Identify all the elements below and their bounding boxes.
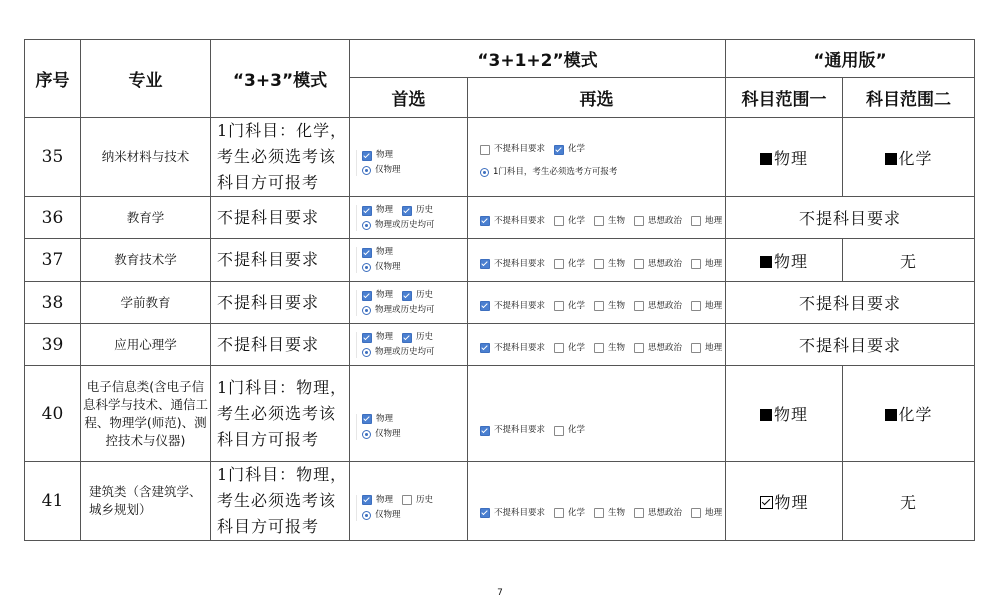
major-name: 纳米材料与技术 bbox=[81, 118, 211, 197]
checkbox-checked-icon[interactable] bbox=[402, 291, 412, 301]
filled-square-icon bbox=[760, 256, 772, 268]
header-seq: 序号 bbox=[25, 40, 81, 118]
row-number: 35 bbox=[25, 118, 81, 197]
range-two-value: 无 bbox=[843, 239, 975, 282]
first-choice-panel bbox=[356, 290, 461, 316]
header-first-choice: 首选 bbox=[350, 78, 468, 118]
filled-square-icon bbox=[885, 409, 897, 421]
option-label: 1门科目，考生必须选考方可报考 bbox=[493, 167, 618, 177]
row-number: 38 bbox=[25, 282, 81, 324]
checkbox-icon[interactable] bbox=[554, 301, 564, 311]
option-label: 思想政治 bbox=[648, 300, 683, 311]
second-choice-panel bbox=[474, 215, 723, 227]
checkbox-icon[interactable] bbox=[691, 301, 701, 311]
radio-selected-icon[interactable] bbox=[362, 166, 371, 175]
first-choice-panel bbox=[356, 247, 461, 273]
checkbox-checked-icon[interactable] bbox=[480, 259, 490, 269]
checkbox-checked-icon[interactable] bbox=[480, 508, 490, 518]
radio-selected-icon[interactable] bbox=[362, 263, 371, 272]
header-range-one: 科目范围一 bbox=[726, 78, 843, 118]
option-label: 化学 bbox=[568, 507, 586, 518]
requirement-3-3: 不提科目要求 bbox=[211, 239, 350, 282]
option-label: 化学 bbox=[568, 342, 586, 353]
option-label: 不提科目要求 bbox=[494, 215, 546, 226]
option-label: 生物 bbox=[608, 342, 626, 353]
checkbox-icon[interactable] bbox=[594, 508, 604, 518]
checkbox-checked-icon[interactable] bbox=[362, 333, 372, 343]
table-row bbox=[25, 197, 975, 239]
checkbox-icon[interactable] bbox=[691, 508, 701, 518]
checkbox-checked-icon[interactable] bbox=[362, 414, 372, 424]
second-choice-panel bbox=[474, 258, 723, 270]
general-requirement: 不提科目要求 bbox=[726, 324, 975, 366]
checkbox-icon[interactable] bbox=[634, 301, 644, 311]
checkbox-icon[interactable] bbox=[691, 259, 701, 269]
header-general: “通用版” bbox=[726, 40, 975, 78]
option-label: 物理 bbox=[376, 205, 394, 215]
checkbox-icon[interactable] bbox=[634, 343, 644, 353]
checkbox-icon[interactable] bbox=[554, 508, 564, 518]
first-choice-panel bbox=[356, 205, 461, 231]
checkbox-checked-icon[interactable] bbox=[402, 333, 412, 343]
table-row bbox=[25, 366, 975, 462]
option-label: 地理 bbox=[705, 300, 723, 311]
general-requirement: 不提科目要求 bbox=[726, 282, 975, 324]
option-label: 物理或历史均可 bbox=[375, 305, 435, 315]
option-label: 物理或历史均可 bbox=[375, 347, 435, 357]
checkbox-icon[interactable] bbox=[594, 301, 604, 311]
option-label: 思想政治 bbox=[648, 215, 683, 226]
filled-square-icon bbox=[885, 153, 897, 165]
option-label: 仅物理 bbox=[375, 428, 401, 439]
checkbox-checked-icon[interactable] bbox=[480, 343, 490, 353]
checkbox-icon[interactable] bbox=[634, 508, 644, 518]
table-row bbox=[25, 118, 975, 197]
row-number: 37 bbox=[25, 239, 81, 282]
first-choice-panel bbox=[356, 150, 461, 176]
checkbox-icon[interactable] bbox=[634, 259, 644, 269]
checkbox-checked-icon[interactable] bbox=[362, 151, 372, 161]
table-row bbox=[25, 239, 975, 282]
option-label: 历史 bbox=[416, 332, 434, 342]
radio-selected-icon[interactable] bbox=[362, 511, 371, 520]
requirement-3-3: 不提科目要求 bbox=[211, 282, 350, 324]
option-label: 仅物理 bbox=[375, 262, 401, 272]
option-label: 不提科目要求 bbox=[494, 300, 546, 311]
first-choice-panel bbox=[356, 495, 461, 521]
page-number: 7 bbox=[497, 588, 503, 598]
table-row bbox=[25, 324, 975, 366]
option-label: 思想政治 bbox=[648, 342, 683, 353]
checkbox-checked-icon[interactable] bbox=[362, 495, 372, 505]
requirement-3-3: 不提科目要求 bbox=[211, 324, 350, 366]
header-major: 专业 bbox=[81, 40, 211, 118]
option-label: 物理 bbox=[376, 150, 394, 160]
range-two-value: 无 bbox=[843, 462, 975, 541]
range-two-value: 化学 bbox=[898, 148, 933, 168]
row-number: 36 bbox=[25, 197, 81, 239]
checkbox-checked-icon[interactable] bbox=[362, 248, 372, 258]
option-label: 化学 bbox=[568, 425, 586, 435]
range-one-value: 物理 bbox=[774, 148, 809, 168]
major-name: 教育技术学 bbox=[81, 239, 211, 282]
option-label: 物理 bbox=[376, 290, 394, 300]
header-range-two: 科目范围二 bbox=[843, 78, 975, 118]
radio-selected-icon[interactable] bbox=[480, 168, 489, 177]
option-label: 不提科目要求 bbox=[494, 425, 546, 435]
major-name: 建筑类（含建筑学、城乡规划） bbox=[81, 462, 211, 541]
row-number: 41 bbox=[25, 462, 81, 541]
checkbox-icon[interactable] bbox=[554, 216, 564, 226]
major-name: 学前教育 bbox=[81, 282, 211, 324]
checkbox-icon[interactable] bbox=[554, 259, 564, 269]
checkbox-checked-icon[interactable] bbox=[480, 301, 490, 311]
general-requirement: 不提科目要求 bbox=[726, 197, 975, 239]
option-label: 仅物理 bbox=[375, 509, 401, 520]
option-label: 不提科目要求 bbox=[494, 507, 546, 518]
option-label: 化学 bbox=[568, 215, 586, 226]
second-choice-panel bbox=[474, 507, 723, 519]
option-label: 思想政治 bbox=[648, 507, 683, 518]
checkbox-icon[interactable] bbox=[691, 216, 701, 226]
first-choice-panel bbox=[356, 414, 461, 440]
checkbox-icon[interactable] bbox=[594, 216, 604, 226]
checked-box-icon bbox=[760, 496, 773, 509]
option-label: 历史 bbox=[416, 290, 434, 300]
requirement-3-3: 不提科目要求 bbox=[211, 197, 350, 239]
option-label: 地理 bbox=[705, 507, 723, 518]
option-label: 不提科目要求 bbox=[494, 144, 546, 154]
requirement-3-3: 1门科目：化学，考生必须选考该科目方可报考 bbox=[211, 118, 350, 197]
option-label: 生物 bbox=[608, 300, 626, 311]
requirement-3-3: 1门科目：物理，考生必须选考该科目方可报考 bbox=[211, 366, 350, 462]
checkbox-checked-icon[interactable] bbox=[362, 206, 372, 216]
first-choice-panel bbox=[356, 332, 461, 358]
checkbox-checked-icon[interactable] bbox=[362, 291, 372, 301]
option-label: 仅物理 bbox=[375, 165, 401, 175]
option-label: 物理 bbox=[376, 247, 394, 257]
option-label: 物理 bbox=[376, 494, 394, 505]
checkbox-checked-icon[interactable] bbox=[480, 426, 490, 436]
header-second-choice: 再选 bbox=[468, 78, 726, 118]
second-choice-panel bbox=[474, 342, 723, 354]
filled-square-icon bbox=[760, 153, 772, 165]
option-label: 生物 bbox=[608, 258, 626, 269]
option-label: 地理 bbox=[705, 215, 723, 226]
option-label: 化学 bbox=[568, 300, 586, 311]
major-name: 电子信息类(含电子信息科学与技术、通信工程、物理学(师范)、测控技术与仪器) bbox=[81, 366, 211, 462]
range-one-value: 物理 bbox=[774, 405, 809, 424]
checkbox-icon[interactable] bbox=[554, 426, 564, 436]
checkbox-icon[interactable] bbox=[402, 495, 412, 505]
checkbox-icon[interactable] bbox=[634, 216, 644, 226]
header-mode-3-1-2: “3+1+2”模式 bbox=[350, 40, 726, 78]
radio-selected-icon[interactable] bbox=[362, 348, 371, 357]
major-name: 教育学 bbox=[81, 197, 211, 239]
radio-selected-icon[interactable] bbox=[362, 430, 371, 439]
requirement-3-3: 1门科目：物理，考生必须选考该科目方可报考 bbox=[211, 462, 350, 541]
checkbox-icon[interactable] bbox=[594, 259, 604, 269]
radio-selected-icon[interactable] bbox=[362, 221, 371, 230]
table-row bbox=[25, 282, 975, 324]
row-number: 40 bbox=[25, 366, 81, 462]
option-label: 物理 bbox=[376, 413, 394, 424]
option-label: 化学 bbox=[568, 258, 586, 269]
range-two-value: 化学 bbox=[898, 405, 933, 424]
range-one-value: 物理 bbox=[774, 492, 809, 512]
row-number: 39 bbox=[25, 324, 81, 366]
option-label: 地理 bbox=[705, 342, 723, 353]
option-label: 历史 bbox=[416, 494, 434, 505]
second-choice-panel bbox=[474, 300, 723, 312]
second-choice-panel bbox=[474, 144, 719, 178]
range-one-value: 物理 bbox=[774, 251, 809, 271]
checkbox-icon[interactable] bbox=[480, 145, 490, 155]
radio-selected-icon[interactable] bbox=[362, 306, 371, 315]
option-label: 生物 bbox=[608, 507, 626, 518]
checkbox-checked-icon[interactable] bbox=[402, 206, 412, 216]
major-name: 应用心理学 bbox=[81, 324, 211, 366]
option-label: 生物 bbox=[608, 215, 626, 226]
checkbox-icon[interactable] bbox=[594, 343, 604, 353]
option-label: 不提科目要求 bbox=[494, 342, 546, 353]
subject-requirements-table bbox=[24, 39, 975, 541]
option-label: 地理 bbox=[705, 258, 723, 269]
option-label: 历史 bbox=[416, 205, 434, 215]
filled-square-icon bbox=[760, 409, 772, 421]
checkbox-icon[interactable] bbox=[554, 343, 564, 353]
checkbox-icon[interactable] bbox=[691, 343, 701, 353]
second-choice-panel bbox=[474, 425, 719, 436]
checkbox-checked-icon[interactable] bbox=[554, 145, 564, 155]
option-label: 物理或历史均可 bbox=[375, 220, 435, 230]
checkbox-checked-icon[interactable] bbox=[480, 216, 490, 226]
table-row bbox=[25, 462, 975, 541]
header-mode-3-3: “3+3”模式 bbox=[211, 40, 350, 118]
option-label: 物理 bbox=[376, 332, 394, 342]
option-label: 思想政治 bbox=[648, 258, 683, 269]
option-label: 化学 bbox=[568, 144, 586, 154]
option-label: 不提科目要求 bbox=[494, 258, 546, 269]
